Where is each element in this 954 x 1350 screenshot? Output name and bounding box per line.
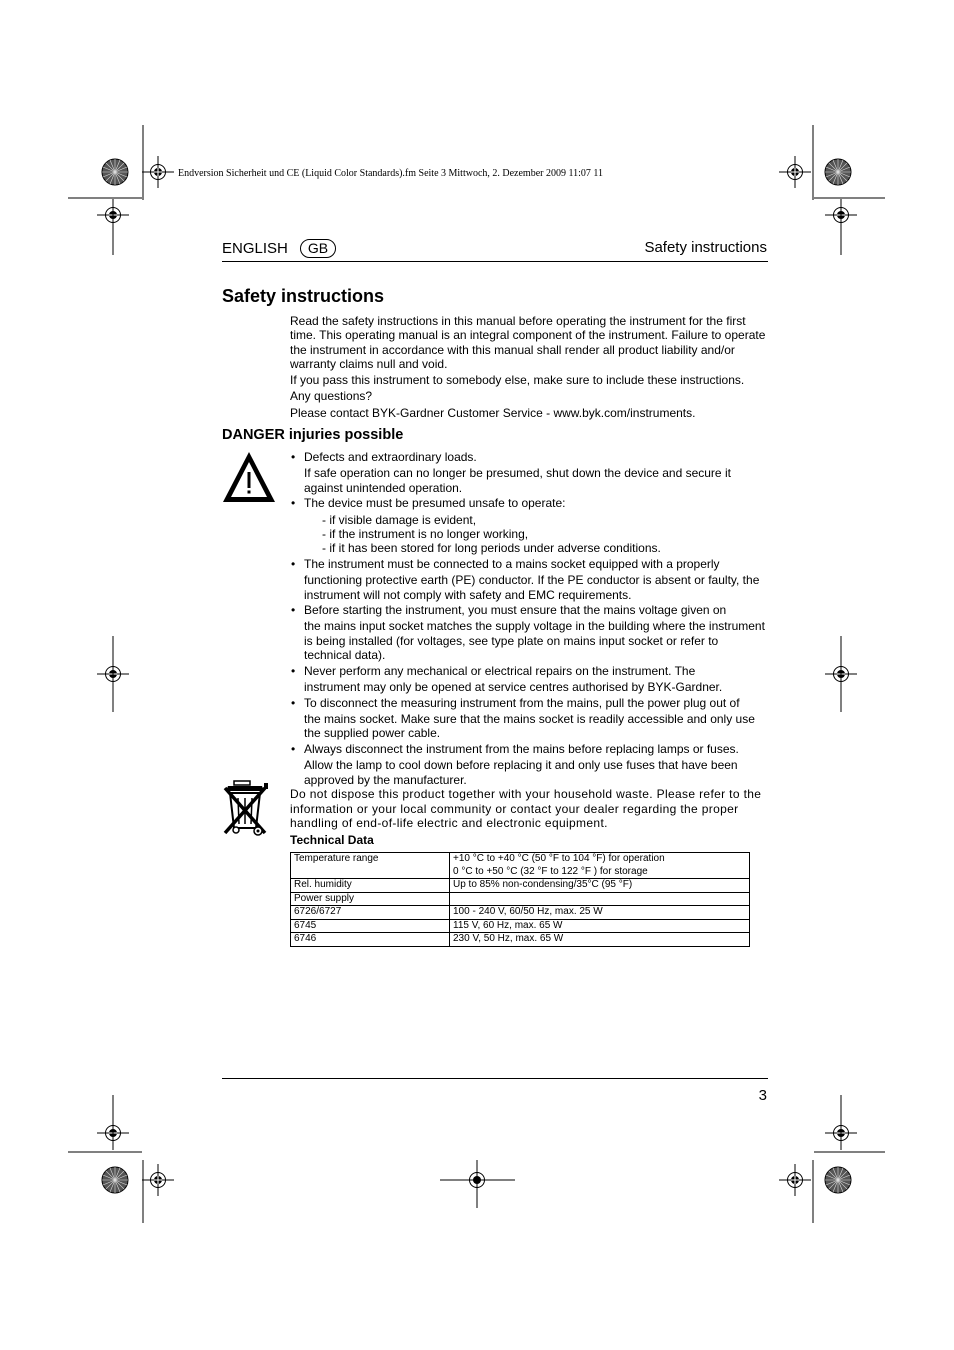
- intro-paragraph: Read the safety instructions in this manual before operating the instrument for the first time. This operating manual is an integral component of the instrument. Failure to operate the instrument in accordance with this manual shall render all product liability and/or warranty claims null and void.: [290, 314, 766, 371]
- crossed-bin-icon: [222, 778, 272, 838]
- country-badge: GB: [300, 239, 336, 258]
- intro-text: [290, 314, 770, 422]
- table-row: [291, 892, 750, 906]
- list-item-text: • The instrument must be connected to a mains socket equipped with a properly: [304, 556, 720, 571]
- list-item-text: • The device must be presumed unsafe to operate:: [304, 496, 566, 511]
- table-row: [291, 879, 750, 893]
- intro-paragraph: If you pass this instrument to somebody else, make sure to include these instructions.: [290, 373, 745, 388]
- table-row: [291, 919, 750, 933]
- language-label: ENGLISH: [222, 240, 288, 257]
- table-cell: 6726/6727: [291, 906, 450, 920]
- intro-paragraph: Any questions?: [290, 389, 373, 404]
- list-item-detail: If safe operation can no longer be presumed, shut down the device and secure it against unintended operation.: [304, 466, 731, 495]
- list-item: [290, 496, 768, 556]
- list-item-detail: the mains socket. Make sure that the mains socket is readily accessible and only use the supplied power cable.: [304, 711, 755, 741]
- danger-list: [290, 450, 768, 788]
- table-cell: +10 °C to +40 °C (50 °F to 104 °F) for operation 0 °C to +50 °C (32 °F to 122 °F ) for storage: [450, 853, 750, 879]
- warning-triangle-icon: [221, 450, 277, 504]
- list-item: [290, 696, 768, 741]
- list-item: [290, 603, 768, 663]
- table-cell: Power supply: [291, 892, 450, 906]
- list-item-text: • Defects and extraordinary loads.: [304, 450, 477, 464]
- table-row: [291, 853, 750, 879]
- table-cell: Temperature range: [291, 853, 450, 879]
- header-rule: [222, 261, 768, 262]
- list-item-detail: instrument may only be opened at service centres authorised by BYK-Gardner.: [304, 680, 723, 695]
- table-cell: 115 V, 60 Hz, max. 65 W: [450, 919, 750, 933]
- list-item-text: • Never perform any mechanical or electrical repairs on the instrument. The: [304, 663, 696, 678]
- list-item-detail: the mains input socket matches the supply voltage in the building where the instrument is being installed (for voltages, see type plate on mains input socket or refer to technical data).: [304, 619, 765, 663]
- danger-heading: DANGER injuries possible: [222, 427, 404, 443]
- list-item-text: • Always disconnect the instrument from the mains before replacing lamps or fuses.: [304, 741, 739, 756]
- footer-rule: [222, 1078, 768, 1079]
- sub-item: - if it has been stored for long periods under adverse conditions.: [322, 541, 661, 556]
- list-item-text: • To disconnect the measuring instrument from the mains, pull the power plug out of: [304, 695, 740, 710]
- list-item-text: • Before starting the instrument, you must ensure that the mains voltage given on: [304, 603, 727, 618]
- intro-paragraph: Please contact BYK-Gardner Customer Service - www.byk.com/instruments.: [290, 405, 696, 420]
- disposal-text: Do not dispose this product together with your household waste. Please refer to the information or your local community or contact your dealer regarding the proper handling of end-of-life electric and electronic equipment.: [290, 787, 762, 830]
- file-info-line: Endversion Sicherheit und CE (Liquid Color Standards).fm Seite 3 Mittwoch, 2. Dezember 2009 11:07 11: [178, 168, 604, 179]
- technical-data-heading: Technical Data: [290, 833, 374, 847]
- sub-item: - if the instrument is no longer working,: [322, 527, 529, 542]
- list-item-detail: functioning protective earth (PE) conductor. If the PE conductor is absent or faulty, the instrument will not comply with safety and EMC requirements.: [304, 573, 760, 602]
- table-cell: [450, 892, 750, 906]
- table-cell: 100 - 240 V, 60/50 Hz, max. 25 W: [450, 906, 750, 920]
- list-item: [290, 664, 768, 695]
- list-item: [290, 557, 768, 602]
- table-row: [291, 933, 750, 947]
- list-item: [290, 742, 768, 787]
- table-row: [291, 906, 750, 920]
- table-cell: Rel. humidity: [291, 879, 450, 893]
- table-cell: 6746: [291, 933, 450, 947]
- table-cell: 6745: [291, 919, 450, 933]
- header-language: [222, 239, 336, 258]
- header-section-title: Safety instructions: [644, 239, 767, 256]
- sub-item: - if visible damage is evident,: [322, 512, 477, 527]
- page-number: 3: [758, 1087, 767, 1104]
- page-title: Safety instructions: [222, 286, 385, 306]
- table-cell: Up to 85% non-condensing/35°C (95 °F): [450, 879, 750, 893]
- technical-data-table: [290, 852, 750, 947]
- table-cell: 230 V, 50 Hz, max. 65 W: [450, 933, 750, 947]
- list-item-detail: Allow the lamp to cool down before replacing it and only use fuses that have been approved by the manufacturer.: [304, 758, 738, 787]
- list-item: [290, 450, 768, 495]
